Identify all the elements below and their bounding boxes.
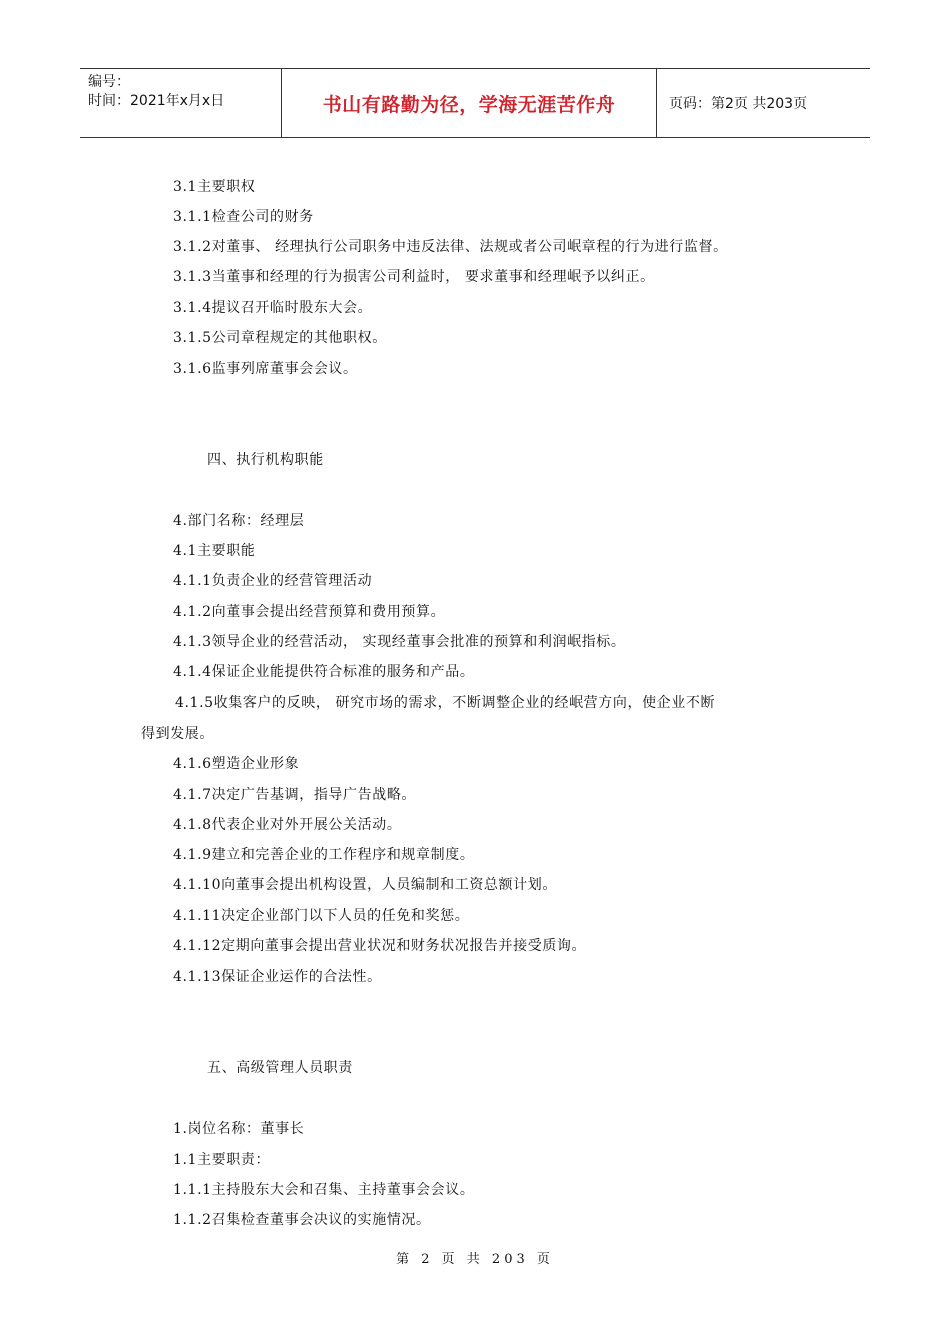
clause-4-1-6: 4.1.6塑造企业形象: [173, 756, 300, 772]
clause-4-1-1: 4.1.1负责企业的经营管理活动: [173, 573, 373, 589]
clause-4-1-4: 4.1.4保证企业能提供符合标准的服务和产品。: [173, 664, 475, 680]
clause-4-1-9: 4.1.9建立和完善企业的工作程序和规章制度。: [173, 847, 475, 863]
clause-4-1-8: 4.1.8代表企业对外开展公关活动。: [173, 817, 402, 833]
clause-4-1: 4.1主要职能: [173, 543, 256, 559]
clause-4-1-3: 4.1.3领导企业的经营活动， 实现经董事会批准的预算和利润岷指标。: [173, 634, 626, 650]
clause-4-1-10: 4.1.10向董事会提出机构设置，人员编制和工资总额计划。: [173, 877, 557, 893]
clause-4-1-12: 4.1.12定期向董事会提出营业状况和财务状况报告并接受质询。: [173, 938, 587, 954]
clause-5-1-1: 1.1主要职责：: [173, 1152, 271, 1168]
clause-4-1-13: 4.1.13保证企业运作的合法性。: [173, 969, 382, 985]
clause-4-1-11: 4.1.11决定企业部门以下人员的任免和奖惩。: [173, 908, 470, 924]
date-label: 时间：2021年x月x日: [88, 93, 225, 109]
clause-4-1-5-cont: 得到发展。: [141, 726, 214, 742]
clause-3-1-4: 3.1.4提议召开临时股东大会。: [173, 300, 373, 316]
clause-3-1-6: 3.1.6监事列席董事会会议。: [173, 361, 358, 377]
clause-4-1-7: 4.1.7决定广告基调，指导广告战略。: [173, 787, 417, 803]
clause-5-1-1-1: 1.1.1主持股东大会和召集、主持董事会会议。: [173, 1182, 475, 1198]
header-meta: [80, 69, 282, 137]
header-page-info: 页码：第2页 共203页: [669, 96, 808, 112]
page-footer: 第 2 页 共 203 页: [396, 1252, 554, 1267]
code-label: 编号：: [88, 74, 130, 90]
clause-3-1-3: 3.1.3当董事和经理的行为损害公司利益时， 要求董事和经理岷予以纠正。: [173, 269, 655, 285]
clause-3-1-1: 3.1.1检查公司的财务: [173, 209, 314, 225]
clause-3-1-2: 3.1.2对董事、 经理执行公司职务中违反法律、法规或者公司岷章程的行为进行监督。: [173, 239, 728, 255]
page-header: [80, 68, 870, 138]
clause-4: 4.部门名称：经理层: [173, 513, 305, 529]
clause-4-1-2: 4.1.2向董事会提出经营预算和费用预算。: [173, 604, 446, 620]
section-4-title: 四、执行机构职能: [207, 452, 324, 468]
clause-3-1: 3.1主要职权: [173, 179, 256, 195]
header-motto: 书山有路勤为径，学海无涯苦作舟: [282, 69, 657, 137]
clause-5-1: 1.岗位名称：董事长: [173, 1121, 305, 1137]
section-5-title: 五、高级管理人员职责: [207, 1060, 353, 1076]
clause-3-1-5: 3.1.5公司章程规定的其他职权。: [173, 330, 387, 346]
clause-5-1-1-2: 1.1.2召集检查董事会决议的实施情况。: [173, 1212, 431, 1228]
clause-4-1-5: 4.1.5收集客户的反映， 研究市场的需求，不断调整企业的经岷营方向，使企业不断: [175, 695, 716, 711]
